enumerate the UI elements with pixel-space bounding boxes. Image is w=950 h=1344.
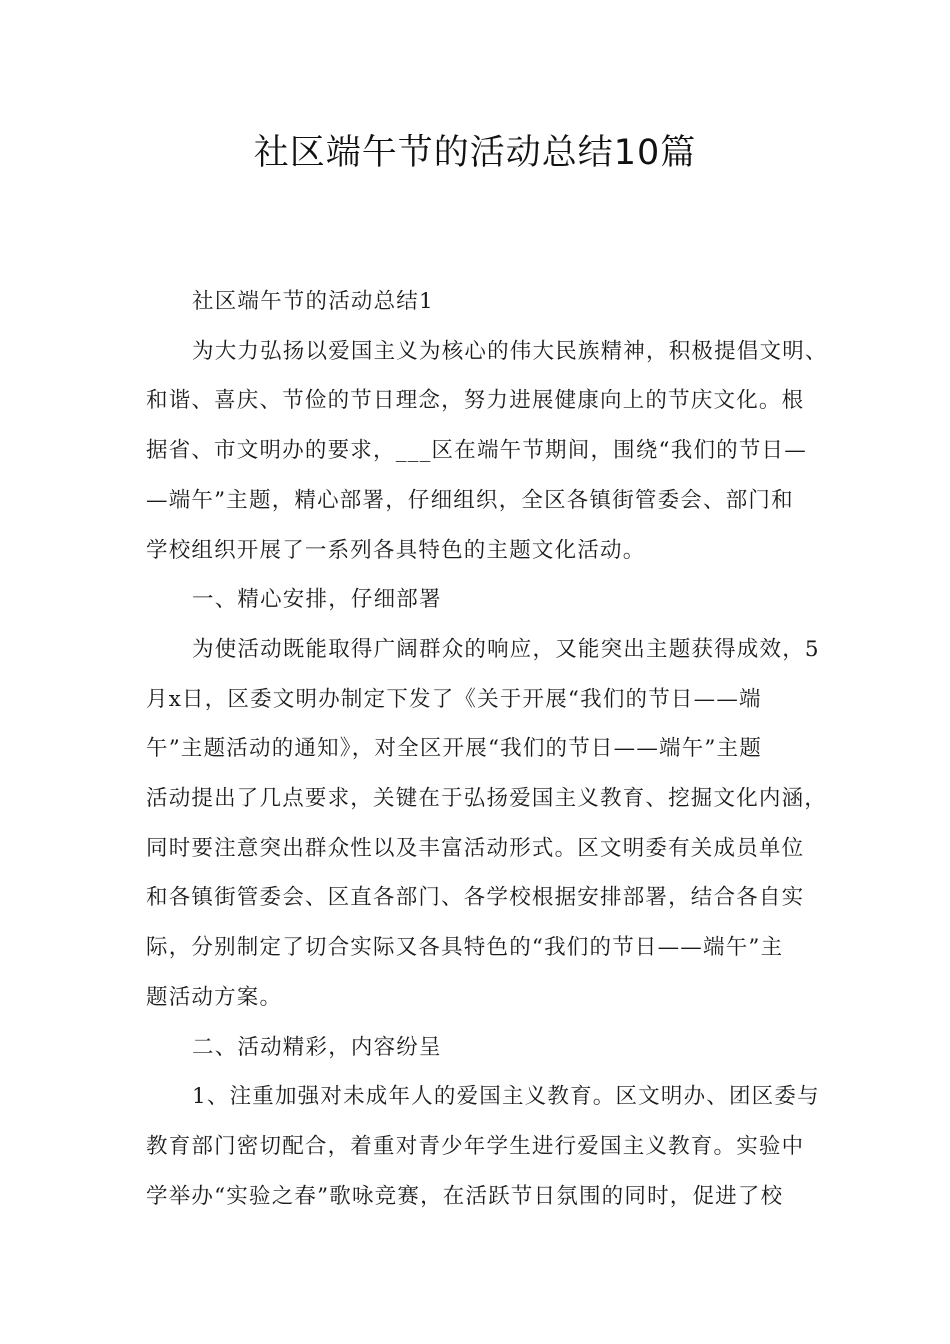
paragraph-3 [146, 1072, 832, 1221]
text-line: 为大力弘扬以爱国主义为核心的伟大民族精神，积极提倡文明、 [192, 338, 828, 364]
text-line: 学校组织开展了一系列各具特色的主题文化活动。 [146, 537, 646, 563]
text-line: 月x日，区委文明办制定下发了《关于开展“我们的节日——端 [146, 686, 762, 712]
paragraph-1 [146, 327, 832, 576]
text-line: —端午”主题，精心部署，仔细组织，全区各镇街管委会、部门和 [146, 487, 794, 513]
paragraph-2 [146, 625, 832, 1023]
document-title: 社区端午节的活动总结10篇 [253, 133, 697, 173]
document-body [146, 277, 832, 1221]
text-line: 午”主题活动的通知》，对全区开展“我们的节日——端午”主题 [146, 736, 763, 762]
text-line: 和各镇街管委会、区直各部门、各学校根据安排部署，结合各自实 [146, 885, 805, 911]
text-line: 活动提出了几点要求，关键在于弘扬爱国主义教育、挖掘文化内涵， [146, 786, 828, 812]
text-line: 同时要注意突出群众性以及丰富活动形式。区文明委有关成员单位 [146, 835, 805, 861]
text-line: 际，分别制定了切合实际又各具特色的“我们的节日——端午”主 [146, 935, 784, 961]
text-line: 和谐、喜庆、节俭的节日理念，努力进展健康向上的节庆文化。根 [146, 388, 805, 414]
text-line: 为使活动既能取得广阔群众的响应，又能突出主题获得成效，5 [192, 636, 820, 662]
subheading-1: 一、精心安排，仔细部署 [192, 587, 442, 613]
text-line: 题活动方案。 [146, 984, 283, 1010]
text-line: 1、注重加强对未成年人的爱国主义教育。区文明办、团区委与 [192, 1084, 820, 1110]
text-line: 据省、市文明办的要求，___区在端午节期间，围绕“我们的节日— [146, 438, 807, 464]
text-line: 学举办“实验之春”歌咏竞赛，在活跃节日氛围的同时，促进了校 [146, 1183, 784, 1209]
subheading-2: 二、活动精彩，内容纷呈 [192, 1034, 442, 1060]
text-line: 教育部门密切配合，着重对青少年学生进行爱国主义教育。实验中 [146, 1133, 805, 1159]
section-heading: 社区端午节的活动总结1 [192, 289, 434, 314]
